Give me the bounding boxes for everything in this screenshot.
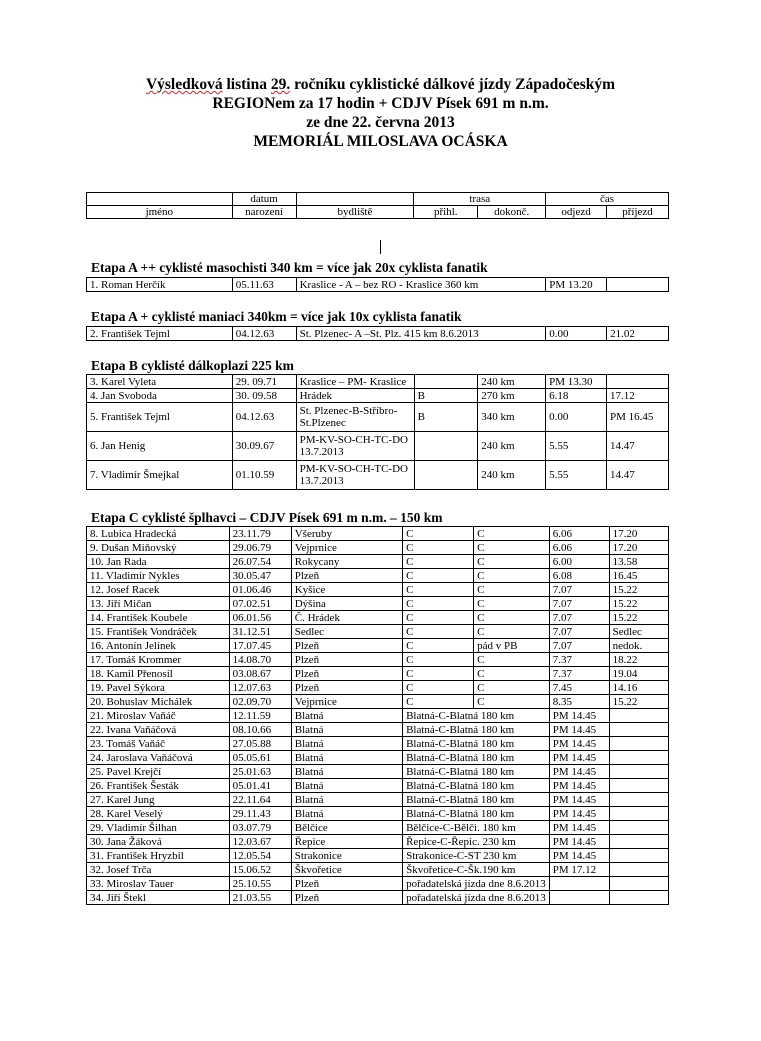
cell-end [609,723,668,737]
cell-end [609,709,668,723]
cell-registered: C [403,597,474,611]
table-row [87,403,669,432]
cell-date: 26.07.54 [229,555,291,569]
table-row [87,779,669,793]
cell-registered [414,461,478,490]
cell-residence: Plzeň [291,891,402,905]
etapa-b-table [86,374,669,490]
cell-name: 31. František Hryzbil [87,849,230,863]
cell-start [549,877,609,891]
cell-route: pořadatelská jízda dne 8.6.2013 [403,891,550,905]
cell-finished: C [474,527,550,541]
table-row [87,541,669,555]
cell-date: 31.12.51 [229,625,291,639]
cell-residence: St. Plzenec-B-Stříbro-St.Plzenec [296,403,414,432]
cell-name: 33. Miroslav Tauer [87,877,230,891]
etapa-a1-heading: Etapa A ++ cyklisté masochisti 340 km = více jak 20x cyklista fanatik [91,260,488,275]
cell-residence: Plzeň [291,667,402,681]
etapa-c-table [86,526,669,905]
hdr-bydliste: bydliště [296,206,414,219]
title-word-vysledkova: Výsledková [145,76,223,93]
cell-start: PM 14.45 [549,821,609,835]
hdr-trasa: trasa [414,193,546,206]
hdr-prihl: přihl. [414,206,478,219]
cell-name: 26. František Šesták [87,779,230,793]
cell-route: Blatná-C-Blatná 180 km [403,779,550,793]
cell-start: 7.37 [549,667,609,681]
table-row [87,695,669,709]
cell-registered: B [414,403,478,432]
cell-start: 7.07 [549,611,609,625]
table-row [87,555,669,569]
cell-registered: C [403,527,474,541]
table-row [87,877,669,891]
cell-finished: 340 km [478,403,546,432]
cell-registered: C [403,639,474,653]
hdr-cas: čas [546,193,669,206]
cell-name: 30. Jana Žáková [87,835,230,849]
cell-name: 17. Tomáš Krommer [87,653,230,667]
cell-end [609,821,668,835]
cell-start: 6.06 [549,541,609,555]
table-row [87,821,669,835]
hdr-jmeno: jméno [87,206,233,219]
cell-start: PM 14.45 [549,779,609,793]
cell-end [609,751,668,765]
cell-residence: Plzeň [291,569,402,583]
cell-residence: Bělčice [291,821,402,835]
cell-residence: Kyšice [291,583,402,597]
cell-end: 14.16 [609,681,668,695]
cell-name: 13. Jiří Mičan [87,597,230,611]
table-row [87,653,669,667]
cell-registered: B [414,389,478,403]
cell-residence: Blatná [291,723,402,737]
cell-start [549,891,609,905]
cell-residence: Kraslice – PM- Kraslice [296,375,414,389]
cell-date: 06.01.56 [229,611,291,625]
title-word-listina: listina [222,76,271,93]
cell-registered: C [403,555,474,569]
cell-name: 15. František Vondráček [87,625,230,639]
table-row [87,667,669,681]
cell-date: 03.08.67 [229,667,291,681]
cell-start: 6.08 [549,569,609,583]
cell-registered [414,375,478,389]
cell-date: 04.12.63 [232,327,296,341]
cell-route: Strakonice-C-ST 230 km [403,849,550,863]
cell-finished: C [474,555,550,569]
table-row [87,389,669,403]
cell-residence: Řepice [291,835,402,849]
cell-date: 15.06.52 [229,863,291,877]
cell-name: 27. Karel Jung [87,793,230,807]
cell-finished: C [474,681,550,695]
etapa-c-heading: Etapa C cyklisté šplhavci – CDJV Písek 691 m n.m. – 150 km [91,510,443,525]
cell-finished: C [474,541,550,555]
cell-name: 32. Josef Trča [87,863,230,877]
cell-start: 7.07 [549,583,609,597]
cell-name: 16. Antonín Jelínek [87,639,230,653]
cell-name: 3. Karel Vyleta [87,375,233,389]
cell-registered: C [403,653,474,667]
cell-residence: Rokycany [291,555,402,569]
table-row [87,863,669,877]
cell-end [609,793,668,807]
cell-route: Škvořetice-C-Šk.190 km [403,863,550,877]
cell-start: PM 14.45 [549,807,609,821]
cell-end: 17.20 [609,541,668,555]
cell-date: 12.03.67 [229,835,291,849]
hdr-odjezd: odjezd [546,206,607,219]
cell-date: 29.11.43 [229,807,291,821]
cell-start: 7.45 [549,681,609,695]
etapa-b-heading: Etapa B cyklisté dálkoplazi 225 km [91,358,294,373]
cell-end: nedok. [609,639,668,653]
cell-start: 6.00 [549,555,609,569]
table-row [87,625,669,639]
table-row [87,375,669,389]
cell-start: PM 17.12 [549,863,609,877]
cell-residence: Č. Hrádek [291,611,402,625]
table-row [87,583,669,597]
cell-residence: Škvořetice [291,863,402,877]
cell-route: Blatná-C-Blatná 180 km [403,751,550,765]
cell-finished: 240 km [478,375,546,389]
cell-date: 12.11.59 [229,709,291,723]
cell-end [607,375,669,389]
cell-name: 11. Vladimír Nykles [87,569,230,583]
cell-date: 25.10.55 [229,877,291,891]
cell-residence: Hrádek [296,389,414,403]
cell-finished: C [474,569,550,583]
cell-end: 18.22 [609,653,668,667]
table-row [87,723,669,737]
table-row [87,709,669,723]
cell-end: 14.47 [607,432,669,461]
cell-route: Řepice-C-Řepic. 230 km [403,835,550,849]
cell-name: 1. Roman Herčík [87,278,233,292]
cell-residence: Dýšina [291,597,402,611]
title-word-29: 29. [270,76,291,93]
cell-name: 5. František Tejml [87,403,233,432]
cell-start: 5.55 [546,461,607,490]
cell-name: 20. Bohuslav Michálek [87,695,230,709]
cell-date: 29.06.79 [229,541,291,555]
cell-end [609,779,668,793]
cell-date: 23.11.79 [229,527,291,541]
cell-start: 5.55 [546,432,607,461]
cell-date: 01.10.59 [232,461,296,490]
cell-end: Sedlec [609,625,668,639]
cell-name: 24. Jaroslava Vaňáčová [87,751,230,765]
cell-route: Blatná-C-Blatná 180 km [403,765,550,779]
cell-end [609,863,668,877]
cell-end [609,891,668,905]
hdr-empty [296,193,414,206]
cell-start: PM 14.45 [549,835,609,849]
cell-residence: Blatná [291,779,402,793]
table-row [87,891,669,905]
cell-finished: C [474,667,550,681]
cell-start: 6.18 [546,389,607,403]
document-title-line3: ze dne 22. června 2013 [306,114,455,131]
hdr-dokonc: dokonč. [478,206,546,219]
cell-finished: 270 km [478,389,546,403]
cell-start: 6.06 [549,527,609,541]
cell-residence: Plzeň [291,877,402,891]
table-row [87,807,669,821]
cell-registered: C [403,667,474,681]
cell-name: 6. Jan Henig [87,432,233,461]
cell-date: 01.06.46 [229,583,291,597]
cell-route: Kraslice - A – bez RO - Kraslice 360 km [296,278,546,292]
cell-finished: C [474,653,550,667]
cell-name: 25. Pavel Krejčí [87,765,230,779]
cell-residence: Blatná [291,765,402,779]
cell-end: 15.22 [609,597,668,611]
cell-end: 13.58 [609,555,668,569]
cell-route: pořadatelská jízda dne 8.6.2013 [403,877,550,891]
cell-end: 21.02 [607,327,669,341]
cell-end: 15.22 [609,583,668,597]
cell-registered: C [403,681,474,695]
cell-name: 21. Miroslav Vaňáč [87,709,230,723]
cell-start: 7.07 [549,639,609,653]
cell-date: 29. 09.71 [232,375,296,389]
cell-residence: Plzeň [291,639,402,653]
table-row [87,639,669,653]
cell-finished: 240 km [478,461,546,490]
table-row [87,597,669,611]
table-row [87,327,669,341]
table-row [87,737,669,751]
hdr-empty [87,193,233,206]
cell-name: 8. Lubica Hradecká [87,527,230,541]
table-row [87,278,669,292]
cell-end [609,849,668,863]
cell-registered [414,432,478,461]
table-row [87,835,669,849]
cell-end: 14.47 [607,461,669,490]
cell-registered: C [403,695,474,709]
table-row [87,611,669,625]
cell-date: 08.10.66 [229,723,291,737]
cell-finished: pád v PB [474,639,550,653]
cell-start: PM 14.45 [549,793,609,807]
cell-name: 29. Vladimír Šilhan [87,821,230,835]
cell-date: 02.09.70 [229,695,291,709]
cell-start: PM 14.45 [549,849,609,863]
cell-date: 04.12.63 [232,403,296,432]
cell-date: 05.11.63 [232,278,296,292]
cell-name: 18. Kamil Přenosil [87,667,230,681]
cell-start: PM 14.45 [549,737,609,751]
table-row [87,527,669,541]
cell-start: PM 13.30 [546,375,607,389]
cell-start: PM 14.45 [549,723,609,737]
cell-residence: Plzeň [291,653,402,667]
cell-residence: Blatná [291,737,402,751]
cell-finished: C [474,597,550,611]
cell-start: 7.07 [549,625,609,639]
cell-name: 19. Pavel Sýkora [87,681,230,695]
table-row [87,849,669,863]
cell-route: Bělčice-C-Bělči. 180 km [403,821,550,835]
table-row [87,793,669,807]
cell-end [609,765,668,779]
cell-finished: C [474,625,550,639]
cell-registered: C [403,583,474,597]
cell-residence: PM-KV-SO-CH-TC-DO 13.7.2013 [296,432,414,461]
cell-residence: Vejprnice [291,695,402,709]
cell-residence: Sedlec [291,625,402,639]
cell-start: 8.35 [549,695,609,709]
cell-name: 23. Tomáš Vaňáč [87,737,230,751]
document-title-line4: MEMORIÁL MILOSLAVA OCÁSKA [253,133,508,150]
cell-date: 12.05.54 [229,849,291,863]
cell-route: Blatná-C-Blatná 180 km [403,793,550,807]
cell-finished: C [474,583,550,597]
cell-name: 7. Vladimír Šmejkal [87,461,233,490]
cell-name: 14. František Koubele [87,611,230,625]
cell-residence: Strakonice [291,849,402,863]
cell-end: 17.20 [609,527,668,541]
cell-date: 03.07.79 [229,821,291,835]
table-row [87,569,669,583]
cell-end [609,737,668,751]
cell-end: 15.22 [609,611,668,625]
cell-route: St. Plzenec- A –St. Plz. 415 km 8.6.2013 [296,327,546,341]
cell-date: 30.09.67 [232,432,296,461]
cell-date: 30.05.47 [229,569,291,583]
cell-date: 05.01.41 [229,779,291,793]
cell-registered: C [403,611,474,625]
hdr-prijezd: příjezd [607,206,669,219]
cell-date: 07.02.51 [229,597,291,611]
title-rest: ročníku cyklistické dálkové jízdy Západočeským [290,76,616,93]
cell-date: 30. 09.58 [232,389,296,403]
cell-route: Blatná-C-Blatná 180 km [403,723,550,737]
cell-start: 7.07 [549,597,609,611]
cell-finished: C [474,611,550,625]
cell-residence: Všeruby [291,527,402,541]
cell-start: PM 14.45 [549,765,609,779]
cell-name: 34. Jiří Štekl [87,891,230,905]
cell-date: 14.08.70 [229,653,291,667]
cell-route: Blatná-C-Blatná 180 km [403,737,550,751]
cell-end: 15.22 [609,695,668,709]
table-row [87,461,669,490]
cell-route: Blatná-C-Blatná 180 km [403,807,550,821]
cell-date: 12.07.63 [229,681,291,695]
cell-end [609,807,668,821]
cell-end: PM 16.45 [607,403,669,432]
header-table [86,192,669,219]
cell-start: 0.00 [546,403,607,432]
cell-residence: PM-KV-SO-CH-TC-DO 13.7.2013 [296,461,414,490]
cell-date: 05.05.61 [229,751,291,765]
cell-name: 9. Dušan Miňovský [87,541,230,555]
cell-start: PM 14.45 [549,709,609,723]
cell-start: 0.00 [546,327,607,341]
hdr-narozeni: narození [232,206,296,219]
cell-name: 12. Josef Racek [87,583,230,597]
table-row [87,681,669,695]
cell-date: 22.11.64 [229,793,291,807]
cell-start: PM 13.20 [546,278,607,292]
document-title-line1 [0,76,761,93]
cell-name: 2. František Tejml [87,327,233,341]
hdr-datum: datum [232,193,296,206]
cell-date: 21.03.55 [229,891,291,905]
cell-registered: C [403,625,474,639]
cell-residence: Blatná [291,751,402,765]
cell-name: 28. Karel Veselý [87,807,230,821]
cell-finished: C [474,695,550,709]
text-cursor [380,240,381,254]
cell-name: 22. Ivana Vaňáčová [87,723,230,737]
cell-residence: Blatná [291,807,402,821]
cell-residence: Blatná [291,793,402,807]
cell-end [609,877,668,891]
cell-end [609,835,668,849]
cell-route: Blatná-C-Blatná 180 km [403,709,550,723]
cell-finished: 240 km [478,432,546,461]
cell-date: 27.05.88 [229,737,291,751]
cell-registered: C [403,541,474,555]
cell-residence: Blatná [291,709,402,723]
cell-date: 25.01.63 [229,765,291,779]
cell-date: 17.07.45 [229,639,291,653]
etapa-a2-heading: Etapa A + cyklisté maniaci 340km = více jak 10x cyklista fanatik [91,309,462,324]
table-row [87,765,669,779]
cell-start: 7.37 [549,653,609,667]
cell-residence: Plzeň [291,681,402,695]
table-row [87,751,669,765]
cell-end: 19.04 [609,667,668,681]
cell-end [607,278,669,292]
cell-end: 16.45 [609,569,668,583]
cell-start: PM 14.45 [549,751,609,765]
cell-name: 10. Jan Rada [87,555,230,569]
document-title-line2: REGIONem za 17 hodin + CDJV Písek 691 m n.m. [212,95,549,112]
etapa-a1-table [86,277,669,292]
cell-registered: C [403,569,474,583]
table-row [87,432,669,461]
cell-end: 17.12 [607,389,669,403]
cell-residence: Vejprnice [291,541,402,555]
cell-name: 4. Jan Svoboda [87,389,233,403]
etapa-a2-table [86,326,669,341]
